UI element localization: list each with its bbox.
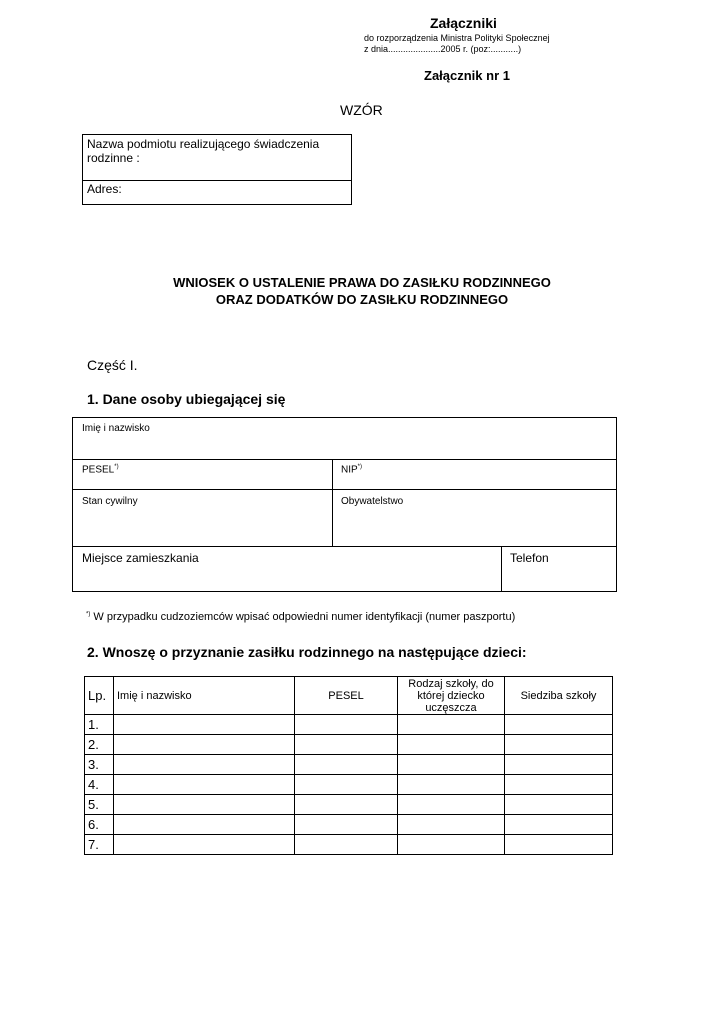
pesel-field[interactable] [82,464,119,475]
table-row [85,715,613,735]
regulation-date: z dnia.....................2005 r. (poz:...........) [364,44,522,54]
school-seat-cell[interactable] [505,775,613,795]
school-seat-cell[interactable] [505,835,613,855]
child-pesel-cell[interactable] [295,715,398,735]
row-number: 4. [85,775,114,795]
school-seat-cell[interactable] [505,755,613,775]
form-title-line1: WNIOSEK O USTALENIE PRAWA DO ZASIŁKU RODZINNEGO [173,275,551,290]
child-name-cell[interactable] [114,735,295,755]
school-type-cell[interactable] [398,715,505,735]
table-row [85,815,613,835]
school-seat-cell[interactable] [505,735,613,755]
school-type-cell[interactable] [398,775,505,795]
child-pesel-cell[interactable] [295,815,398,835]
column-lp: Lp. [85,677,114,715]
child-name-cell[interactable] [114,715,295,735]
template-label: WZÓR [340,102,383,118]
footnote-marker: *) [86,611,91,618]
applicant-name-field[interactable]: Imię i nazwisko [82,423,150,434]
table-row [85,775,613,795]
entity-box [82,134,352,205]
child-name-cell[interactable] [114,775,295,795]
nip-label: NIP [341,464,358,476]
footnote-marker: *) [114,464,119,470]
section2-heading: 2. Wnoszę o przyznanie zasiłku rodzinnego na następujące dzieci: [87,644,527,660]
children-table [84,676,613,855]
school-seat-cell[interactable] [505,715,613,735]
school-type-cell[interactable] [398,735,505,755]
divider [73,459,616,460]
child-name-cell[interactable] [114,795,295,815]
part-label: Część I. [87,357,138,373]
school-type-cell[interactable] [398,815,505,835]
school-seat-cell[interactable] [505,795,613,815]
child-name-cell[interactable] [114,755,295,775]
column-pesel: PESEL [295,677,398,715]
regulation-reference: do rozporządzenia Ministra Polityki Społecznej [364,33,550,43]
entity-address-field[interactable]: Adres: [87,182,122,196]
row-number: 2. [85,735,114,755]
section1-heading: 1. Dane osoby ubiegającej się [87,391,286,407]
table-row [85,755,613,775]
divider [501,546,502,592]
child-pesel-cell[interactable] [295,755,398,775]
column-school-type: Rodzaj szkoły, do której dziecko uczęszcza [398,677,505,715]
annex-number: Załącznik nr 1 [424,68,510,83]
row-number: 1. [85,715,114,735]
child-pesel-cell[interactable] [295,775,398,795]
school-seat-cell[interactable] [505,815,613,835]
row-number: 5. [85,795,114,815]
table-row [85,735,613,755]
row-number: 6. [85,815,114,835]
column-school-seat: Siedziba szkoły [505,677,613,715]
school-type-cell[interactable] [398,795,505,815]
table-row [85,835,613,855]
school-type-cell[interactable] [398,755,505,775]
footnote-marker: *) [357,464,363,470]
child-name-cell[interactable] [114,815,295,835]
child-pesel-cell[interactable] [295,735,398,755]
divider [73,546,616,547]
footnote [86,611,515,623]
table-header-row [85,677,613,715]
applicant-data-form [72,417,617,592]
divider [83,180,351,181]
form-title-line2: ORAZ DODATKÓW DO ZASIŁKU RODZINNEGO [215,292,509,307]
divider [332,489,333,546]
phone-field[interactable]: Telefon [510,551,549,565]
school-type-cell[interactable] [398,835,505,855]
residence-field[interactable]: Miejsce zamieszkania [82,551,199,565]
entity-name-field[interactable]: Nazwa podmiotu realizującego świadczenia rodzinne : [87,137,320,165]
footnote-text: W przypadku cudzoziemców wpisać odpowiedni numer identyfikacji (numer paszportu) [90,611,516,623]
pesel-label: PESEL [82,464,115,476]
row-number: 7. [85,835,114,855]
child-pesel-cell[interactable] [295,795,398,815]
child-name-cell[interactable] [114,835,295,855]
child-pesel-cell[interactable] [295,835,398,855]
divider [332,459,333,489]
divider [73,489,616,490]
nip-field[interactable] [341,464,362,475]
row-number: 3. [85,755,114,775]
civil-status-field[interactable]: Stan cywilny [82,496,138,507]
attachments-title: Załączniki [430,15,497,31]
table-row [85,795,613,815]
column-name: Imię i nazwisko [114,677,295,715]
citizenship-field[interactable]: Obywatelstwo [341,496,404,507]
